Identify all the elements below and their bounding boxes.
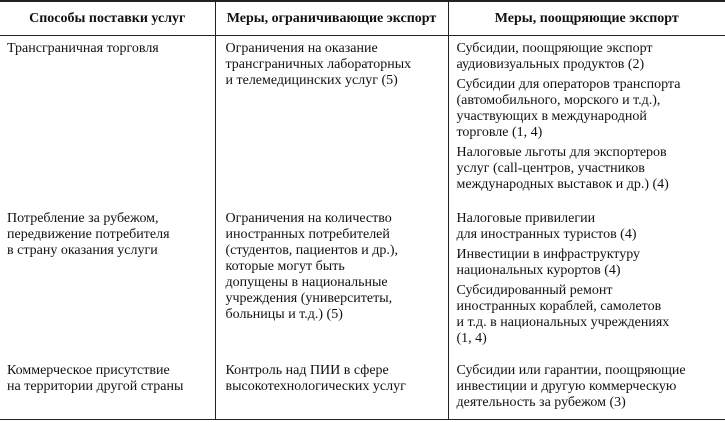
text-line: на территории другой страны — [7, 378, 184, 394]
text-line: Инвестиции в инфраструктуру — [456, 246, 641, 262]
text-line: и телемедицинских услуг (5) — [225, 73, 398, 88]
measure-item — [457, 283, 725, 347]
measure-item — [457, 211, 725, 243]
restrictive-measure-cell — [215, 358, 448, 420]
text-line: инвестиции и другую коммерческую — [456, 378, 677, 394]
text-line: международных выставок и др.) (4) — [456, 177, 669, 192]
text-line: допущены в национальные — [225, 274, 388, 290]
text-line: (студентов, пациентов и др.), — [225, 242, 399, 258]
text-line: (автомобильного, морского и т.д.), — [456, 93, 661, 108]
text-line: Коммерческое присутствие — [7, 362, 170, 378]
table-row — [0, 36, 725, 206]
text-line: Субсидии, поощряющие экспорт — [456, 41, 653, 56]
header-supply-modes: Способы поставки услуг — [0, 1, 215, 36]
header-row — [0, 1, 725, 36]
text-line: Налоговые привилегии — [456, 210, 596, 226]
text-line: учреждения (университеты, — [225, 290, 393, 306]
text-line: и т.д. в национальных учреждениях — [456, 314, 670, 330]
header-encouraging-measures: Меры, поощряющие экспорт — [448, 1, 725, 36]
table-row — [0, 206, 725, 358]
supply-mode-cell — [0, 358, 215, 420]
text-line: участвующих в международной — [456, 109, 647, 124]
text-line: в страну оказания услуги — [7, 242, 158, 258]
text-line: Налоговые льготы для экспортеров — [456, 145, 667, 160]
encouraging-measure-cell — [448, 206, 725, 358]
text-line: Субсидированный ремонт — [456, 282, 613, 298]
header-restrictive-measures: Меры, ограничивающие экспорт — [215, 1, 448, 36]
encouraging-measure-cell — [448, 358, 725, 420]
text-line: для иностранных туристов (4) — [456, 226, 637, 242]
restrictive-measure-cell — [215, 206, 448, 358]
text-line: Ограничения на оказание — [225, 41, 378, 56]
restrictive-measure-cell — [215, 36, 448, 206]
text-line: торговле (1, 4) — [456, 125, 543, 140]
text-line: услуг (call-центров, участников — [456, 161, 645, 176]
text-line: высокотехнологических услуг — [225, 378, 406, 394]
table-row — [0, 358, 725, 420]
text-line: которые могут быть — [225, 258, 345, 274]
text-line: (1, 4) — [456, 330, 487, 346]
text-line: Контроль над ПИИ в сфере — [225, 362, 389, 378]
measure-item — [457, 363, 725, 411]
text-line: аудиовизуальных продуктов (2) — [456, 57, 645, 72]
text-line: иностранных кораблей, самолетов — [456, 298, 662, 314]
supply-mode-cell — [0, 36, 215, 206]
text-line: трансграничных лабораторных — [225, 57, 412, 72]
text-line: Субсидии для операторов транспорта — [456, 77, 681, 92]
encouraging-measure-cell — [448, 36, 725, 206]
text-line: национальных курортов (4) — [456, 262, 621, 278]
measure-item — [457, 247, 725, 279]
text-line: передвижение потребителя — [7, 226, 170, 242]
measure-item — [457, 145, 725, 193]
text-line: иностранных потребителей — [225, 226, 390, 242]
measure-item — [457, 77, 725, 141]
text-line: Потребление за рубежом, — [7, 210, 159, 226]
measure-item — [457, 41, 725, 73]
text-line: деятельность за рубежом (3) — [456, 394, 626, 410]
supply-mode-cell — [0, 206, 215, 358]
text-line: больницы и т.д.) (5) — [225, 306, 343, 322]
text-line: Трансграничная торговля — [7, 41, 159, 56]
text-line: Субсидии или гарантии, поощряющие — [456, 362, 686, 378]
text-line: Ограничения на количество — [225, 210, 392, 226]
